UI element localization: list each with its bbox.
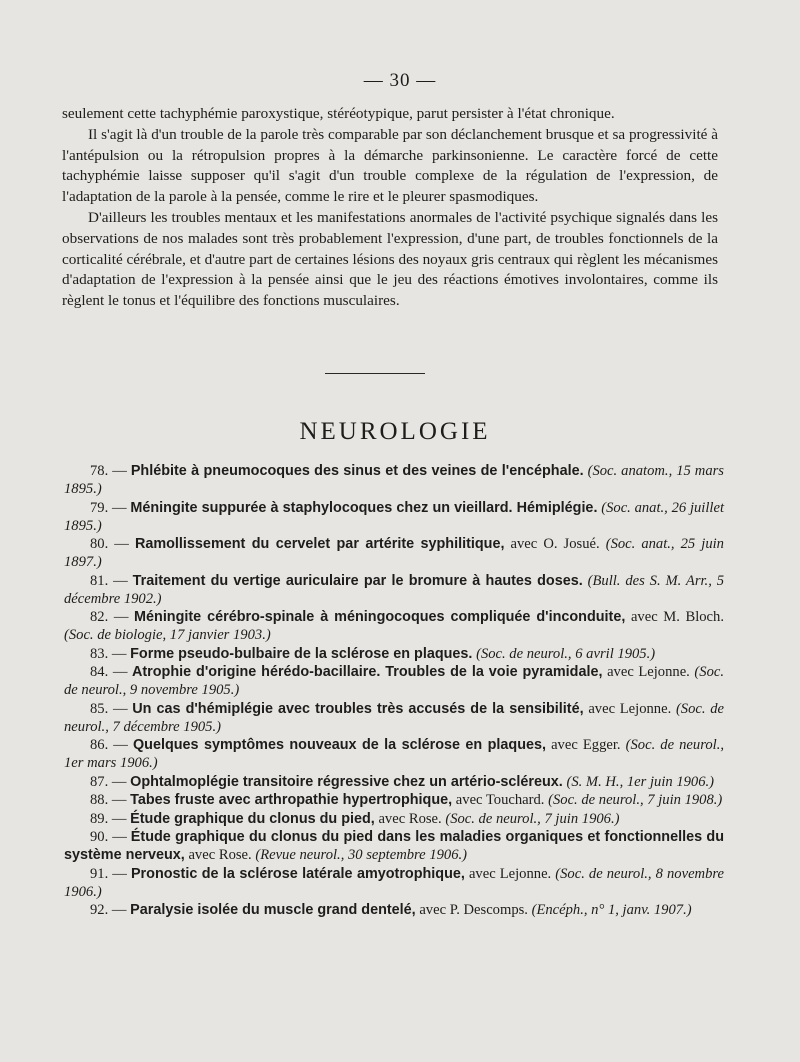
- entry-reference: (Soc. anatom., 15 mars 1895.): [64, 463, 724, 497]
- entry-reference: (Soc. de biologie, 17 janvier 1903.): [64, 627, 271, 643]
- bibliography-entry: [64, 810, 724, 828]
- entry-title: Étude graphique du clonus du pied,: [130, 810, 375, 827]
- entry-coauthor: avec Rose.: [188, 847, 252, 863]
- entry-reference: (Encéph., n° 1, janv. 1907.): [531, 902, 692, 918]
- entry-number: 86. —: [90, 737, 128, 753]
- bibliography-entry: [64, 535, 724, 571]
- bibliography-entry: [64, 663, 724, 699]
- entry-coauthor: avec O. Josué.: [510, 536, 600, 552]
- entry-title: Pronostic de la sclérose latérale amyotrophique,: [130, 865, 465, 882]
- entry-reference: (Bull. des S. M. Arr., 5 décembre 1902.): [64, 572, 725, 607]
- entry-title: Tabes fruste avec arthropathie hypertrophique,: [130, 792, 453, 808]
- entry-reference: (Soc. de neurol., 9 novembre 1905.): [64, 664, 724, 698]
- entry-number: 89. —: [90, 810, 127, 827]
- entry-coauthor: avec Touchard.: [455, 792, 545, 808]
- entry-title: Ophtalmoplégie transitoire régressive chez un artério-scléreux.: [130, 773, 563, 790]
- section-title: NEUROLOGIE: [299, 418, 491, 445]
- bibliography-entry: [64, 700, 724, 736]
- entry-reference: (Revue neurol., 30 septembre 1906.): [255, 847, 468, 863]
- bibliography-entry: [64, 499, 724, 535]
- entry-coauthor: avec P. Descomps.: [419, 902, 528, 918]
- entry-title: Étude graphique du clonus du pied dans les maladies organiques et fonctionnelles du système nerveux,: [64, 829, 724, 863]
- bibliography-entry: [64, 608, 724, 644]
- intro-paragraph: seulement cette tachyphémie paroxystique, stéréotypique, parut persister à l'état chronique.: [62, 105, 615, 122]
- entry-coauthor: avec Lejonne.: [468, 865, 552, 882]
- entry-title: Traitement du vertige auriculaire par le bromure à hautes doses.: [132, 572, 583, 589]
- entry-number: 85. —: [90, 700, 128, 717]
- entry-reference: (Soc. de neurol., 7 décembre 1905.): [64, 700, 725, 735]
- entry-number: 82. —: [90, 609, 129, 625]
- entry-reference: (Soc. de neurol., 6 avril 1905.): [476, 645, 656, 662]
- entry-reference: (Soc. de neurol., 7 juin 1908.): [548, 792, 723, 808]
- entry-number: 91. —: [90, 865, 127, 882]
- entry-coauthor: avec Lejonne.: [588, 700, 672, 717]
- bibliography-list: [64, 462, 724, 920]
- entry-title: Paralysie isolée du muscle grand dentelé,: [130, 902, 416, 918]
- bibliography-entry: [64, 645, 724, 663]
- entry-number: 81. —: [90, 572, 128, 589]
- bibliography-entry: [64, 736, 724, 772]
- bibliography-entry: [64, 462, 724, 498]
- entry-reference: (S. M. H., 1er juin 1906.): [566, 773, 715, 790]
- entry-title: Un cas d'hémiplégie avec troubles très accusés de la sensibilité,: [132, 700, 584, 717]
- entry-number: 79. —: [90, 499, 127, 516]
- entry-coauthor: avec M. Bloch.: [630, 609, 724, 625]
- entry-reference: (Soc. anat., 26 juillet 1895.): [64, 499, 725, 534]
- entry-number: 80. —: [90, 536, 129, 552]
- entry-coauthor: avec Egger.: [551, 737, 621, 753]
- page-number: — 30 —: [363, 70, 437, 91]
- bibliography-entry: [64, 865, 724, 901]
- entry-reference: (Soc. anat., 25 juin 1897.): [64, 536, 724, 570]
- entry-coauthor: avec Lejonne.: [607, 664, 690, 680]
- entry-number: 83. —: [90, 645, 127, 662]
- entry-number: 78. —: [90, 463, 127, 479]
- entry-title: Atrophie d'origine hérédo-bacillaire. Troubles de la voie pyramidale,: [131, 664, 603, 680]
- entry-title: Méningite suppurée à staphylocoques chez un vieillard. Hémiplégie.: [130, 499, 598, 516]
- entry-coauthor: avec Rose.: [378, 810, 442, 827]
- entry-number: 87. —: [90, 773, 127, 790]
- entry-title: Phlébite à pneumocoques des sinus et des veines de l'encéphale.: [130, 463, 584, 479]
- bibliography-entry: [64, 572, 724, 608]
- entry-title: Quelques symptômes nouveaux de la sclérose en plaques,: [132, 737, 546, 753]
- entry-title: Méningite cérébro-spinale à méningocoques compliquée d'inconduite,: [134, 609, 626, 625]
- bibliography-entry: [64, 901, 724, 919]
- intro-paragraph: D'ailleurs les troubles mentaux et les manifestations anormales de l'activité psychique signalés dans les observations de nos malades sont très probablement l'expression, d'une part, de troubles fonctionnels de la corticalité cérébrale, et d'autre part de certaines lésions des noyaux gris centraux qui règlent les mécanismes d'adaptation de l'expression à la pensée ainsi que le jeu des réactions émotives involontaires, comme ils règlent le tonus et l'équilibre des fonctions musculaires.: [62, 208, 718, 310]
- entry-number: 88. —: [90, 792, 127, 808]
- intro-text: [62, 104, 718, 312]
- entry-number: 90. —: [90, 829, 127, 845]
- entry-title: Forme pseudo-bulbaire de la sclérose en plaques.: [130, 645, 473, 662]
- entry-reference: (Soc. de neurol., 7 juin 1906.): [445, 810, 620, 827]
- entry-number: 92. —: [90, 902, 127, 918]
- bibliography-entry: [64, 773, 724, 791]
- entry-number: 84. —: [90, 664, 128, 680]
- intro-paragraph: Il s'agit là d'un trouble de la parole très comparable par son déclanchement brusque et sa progressivité à l'antépulsion ou la rétropulsion propres à la démarche parkinsonienne. Le caractère forcé de cette tachyphémie laisse supposer qu'il s'agit d'un trouble complexe de la régulation de l'expression, de l'adaptation de la parole à la pensée, comme le rire et le pleurer spasmodiques.: [62, 125, 718, 206]
- entry-title: Ramollissement du cervelet par artérite syphilitique,: [134, 536, 505, 552]
- bibliography-entry: [64, 828, 724, 864]
- bibliography-entry: [64, 791, 724, 809]
- entry-reference: (Soc. de neurol., 8 novembre 1906.): [64, 865, 724, 900]
- entry-reference: (Soc. de neurol., 1er mars 1906.): [64, 737, 724, 771]
- section-divider: [325, 373, 425, 374]
